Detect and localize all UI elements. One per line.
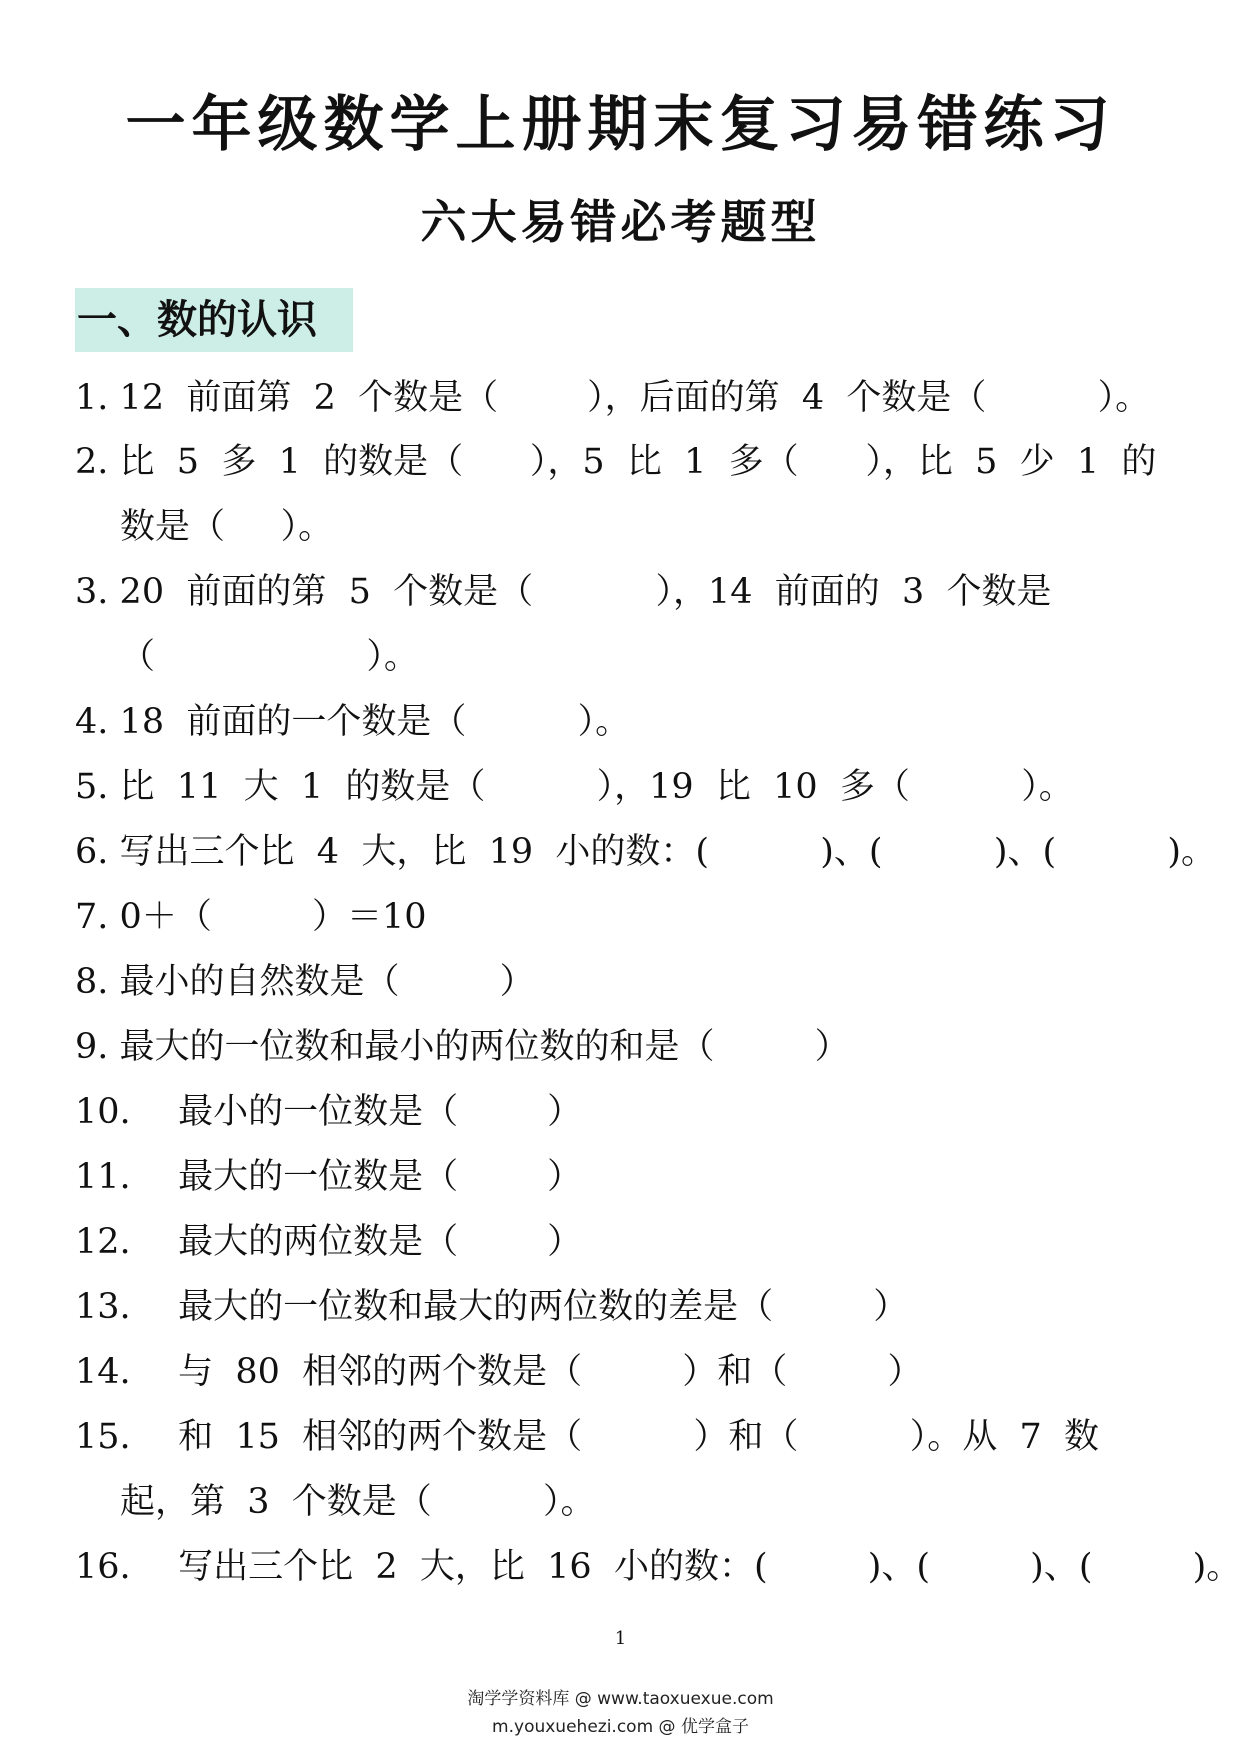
question-text: 最大的一位数是（ ）	[178, 1157, 583, 1197]
question-text: 20 前面的第 5 个数是（ ），14 前面的 3 个数是	[119, 572, 1052, 612]
question-number: 10.	[75, 1092, 131, 1132]
question-14	[75, 1340, 1170, 1404]
question-number: 11.	[75, 1157, 131, 1197]
question-number: 4.	[75, 702, 109, 742]
question-text: 起，第 3 个数是（ ）。	[120, 1482, 596, 1522]
question-9	[75, 1015, 1170, 1079]
footer-line-1: 淘学学资料库 @ www.taoxuexue.com	[467, 1689, 774, 1709]
question-13	[75, 1275, 1170, 1339]
question-6	[75, 820, 1217, 884]
question-text: 最大的一位数和最小的两位数的和是（ ）	[119, 1027, 850, 1067]
question-2-continued	[75, 495, 1170, 559]
question-number: 5.	[75, 767, 109, 807]
question-number: 1.	[75, 378, 109, 418]
question-number: 2.	[75, 442, 109, 482]
question-3-continued	[75, 625, 1170, 689]
question-4	[75, 690, 1170, 754]
question-text: 12 前面第 2 个数是（ ），后面的第 4 个数是（ ）。	[119, 378, 1151, 418]
question-number: 3.	[75, 572, 109, 612]
question-text: 写出三个比 4 大，比 19 小的数：( )、( )、( )。	[119, 832, 1217, 872]
question-number: 7.	[75, 897, 109, 937]
footer-line-2: m.youxuehezi.com @ 优学盒子	[492, 1717, 749, 1737]
question-number: 8.	[75, 962, 109, 1002]
question-text: 数是（ ）。	[120, 507, 334, 547]
question-15-continued	[75, 1470, 1170, 1534]
question-1	[75, 366, 1170, 430]
page-number: 1	[614, 1628, 627, 1649]
question-text: 最大的两位数是（ ）	[178, 1222, 583, 1262]
section-heading-text: 一、数的认识	[77, 297, 317, 343]
question-2	[75, 430, 1170, 494]
question-number: 13.	[75, 1287, 131, 1327]
question-text: 写出三个比 2 大，比 16 小的数：( )、( )、( )。	[178, 1547, 1241, 1587]
question-text: 最小的自然数是（ ）	[119, 962, 535, 1002]
section-heading	[75, 288, 353, 352]
question-text: 和 15 相邻的两个数是（ ）和（ ）。从 7 数	[178, 1417, 1099, 1457]
question-15	[75, 1405, 1170, 1469]
question-number: 14.	[75, 1352, 131, 1392]
question-number: 12.	[75, 1222, 131, 1262]
question-text: 0＋（ ）＝10	[119, 897, 427, 937]
question-number: 16.	[75, 1547, 131, 1587]
question-5	[75, 755, 1170, 819]
question-number: 15.	[75, 1417, 131, 1457]
question-3	[75, 560, 1170, 624]
question-7	[75, 885, 1170, 949]
question-8	[75, 950, 1170, 1014]
question-11	[75, 1145, 1170, 1209]
question-10	[75, 1080, 1170, 1144]
question-number: 6.	[75, 832, 109, 872]
question-text: 比 5 多 1 的数是（ ），5 比 1 多（ ），比 5 少 1 的	[119, 442, 1157, 482]
question-text: 比 11 大 1 的数是（ ），19 比 10 多（ ）。	[119, 767, 1074, 807]
question-12	[75, 1210, 1170, 1274]
page-title: 一年级数学上册期末复习易错练习	[125, 90, 1116, 160]
question-text: 18 前面的一个数是（ ）。	[119, 702, 631, 742]
question-text: 最小的一位数是（ ）	[178, 1092, 583, 1132]
question-text: 最大的一位数和最大的两位数的差是（ ）	[178, 1287, 909, 1327]
question-number: 9.	[75, 1027, 109, 1067]
question-16	[75, 1535, 1241, 1599]
page-subtitle: 六大易错必考题型	[420, 195, 821, 249]
question-text: （ ）。	[120, 637, 419, 677]
question-text: 与 80 相邻的两个数是（ ）和（ ）	[178, 1352, 923, 1392]
